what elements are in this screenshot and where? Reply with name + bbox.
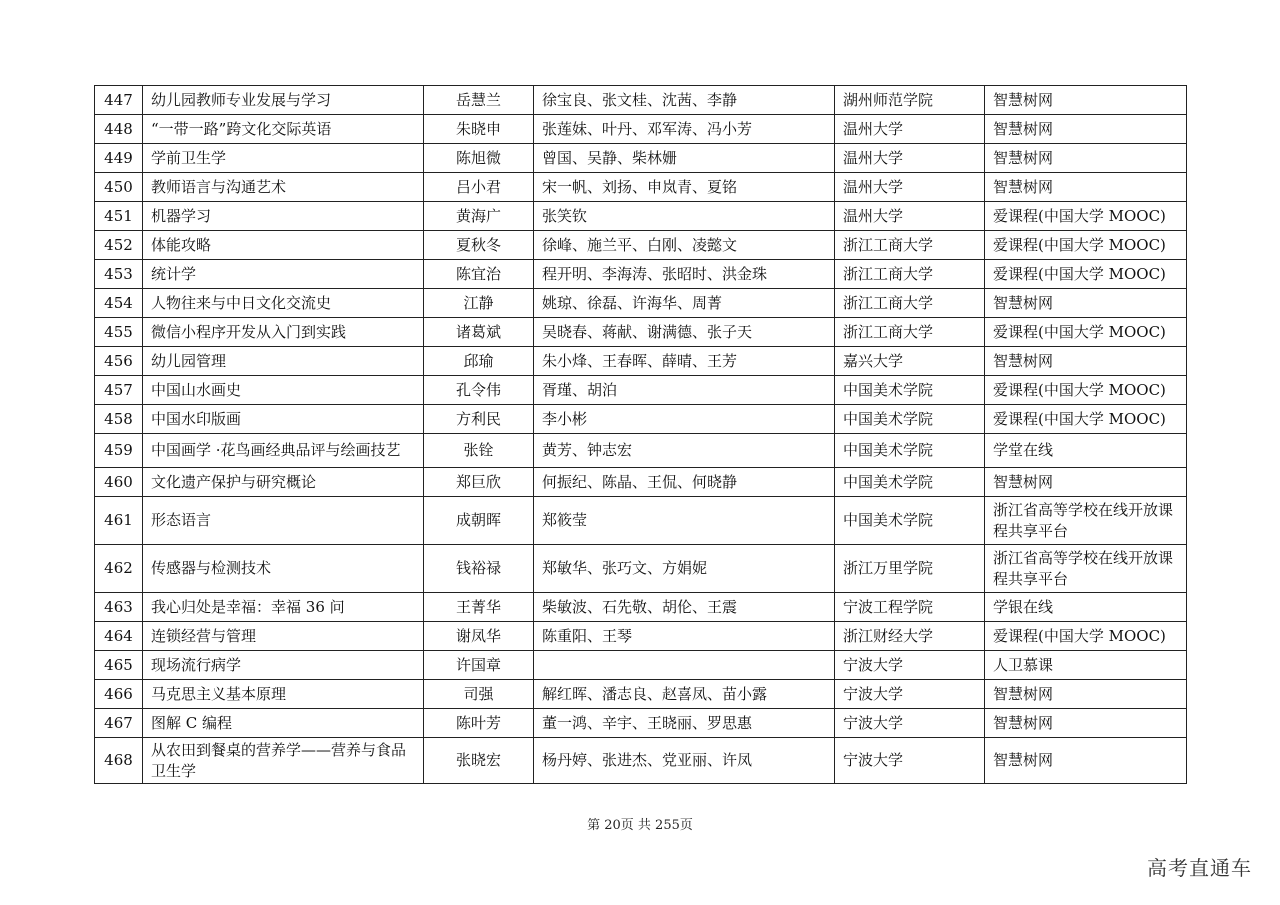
team-members: 董一鸿、辛宇、王晓丽、罗思惠: [534, 709, 835, 738]
course-name: “一带一路”跨文化交际英语: [143, 115, 424, 144]
table-row: [95, 86, 1187, 115]
school-name: 浙江工商大学: [835, 289, 985, 318]
platform-name: 学银在线: [985, 593, 1187, 622]
row-number: 467: [95, 709, 143, 738]
row-number: 459: [95, 434, 143, 468]
row-number: 464: [95, 622, 143, 651]
platform-name: 智慧树网: [985, 173, 1187, 202]
course-leader: 陈叶芳: [424, 709, 534, 738]
row-number: 457: [95, 376, 143, 405]
row-number: 462: [95, 545, 143, 593]
platform-name: 爱课程(中国大学 MOOC): [985, 260, 1187, 289]
row-number: 451: [95, 202, 143, 231]
table-row: [95, 497, 1187, 545]
table-row: [95, 434, 1187, 468]
table-row: [95, 115, 1187, 144]
table-row: [95, 622, 1187, 651]
row-number: 447: [95, 86, 143, 115]
platform-name: 爱课程(中国大学 MOOC): [985, 318, 1187, 347]
school-name: 湖州师范学院: [835, 86, 985, 115]
platform-name: 爱课程(中国大学 MOOC): [985, 202, 1187, 231]
table-row: [95, 651, 1187, 680]
page-number: 第 20页 共 255页: [587, 818, 693, 833]
course-name: 我心归处是幸福：幸福 36 问: [143, 593, 424, 622]
platform-name: 智慧树网: [985, 86, 1187, 115]
row-number: 460: [95, 468, 143, 497]
team-members: 解红晖、潘志良、赵喜凤、苗小露: [534, 680, 835, 709]
course-leader: 朱晓申: [424, 115, 534, 144]
platform-name: 浙江省高等学校在线开放课程共享平台: [985, 497, 1187, 545]
platform-name: 智慧树网: [985, 709, 1187, 738]
platform-name: 智慧树网: [985, 115, 1187, 144]
school-name: 宁波工程学院: [835, 593, 985, 622]
team-members: 曾国、吴静、柴林姗: [534, 144, 835, 173]
table-row: [95, 289, 1187, 318]
course-leader: 吕小君: [424, 173, 534, 202]
course-name: 机器学习: [143, 202, 424, 231]
team-members: 吴晓春、蒋献、谢满德、张子天: [534, 318, 835, 347]
table-row: [95, 231, 1187, 260]
course-name: 形态语言: [143, 497, 424, 545]
school-name: 温州大学: [835, 144, 985, 173]
team-members: 黄芳、钟志宏: [534, 434, 835, 468]
row-number: 454: [95, 289, 143, 318]
course-table: [94, 85, 1187, 784]
team-members: [534, 651, 835, 680]
team-members: 徐峰、施兰平、白刚、凌懿文: [534, 231, 835, 260]
course-leader: 夏秋冬: [424, 231, 534, 260]
course-leader: 郑巨欣: [424, 468, 534, 497]
table-row: [95, 144, 1187, 173]
course-name: 学前卫生学: [143, 144, 424, 173]
table-row: [95, 593, 1187, 622]
team-members: 胥瑾、胡泊: [534, 376, 835, 405]
school-name: 宁波大学: [835, 709, 985, 738]
course-leader: 成朝晖: [424, 497, 534, 545]
row-number: 463: [95, 593, 143, 622]
platform-name: 智慧树网: [985, 347, 1187, 376]
team-members: 徐宝良、张文桂、沈茜、李静: [534, 86, 835, 115]
table-row: [95, 468, 1187, 497]
course-leader: 邱瑜: [424, 347, 534, 376]
team-members: 宋一帆、刘扬、申岚青、夏铭: [534, 173, 835, 202]
team-members: 杨丹婷、张进杰、党亚丽、许凤: [534, 738, 835, 784]
table-row: [95, 545, 1187, 593]
course-name: 幼儿园管理: [143, 347, 424, 376]
table-row: [95, 318, 1187, 347]
course-name: 从农田到餐桌的营养学——营养与食品卫生学: [143, 738, 424, 784]
platform-name: 浙江省高等学校在线开放课程共享平台: [985, 545, 1187, 593]
course-leader: 张晓宏: [424, 738, 534, 784]
school-name: 浙江工商大学: [835, 231, 985, 260]
course-name: 体能攻略: [143, 231, 424, 260]
row-number: 448: [95, 115, 143, 144]
team-members: 姚琼、徐磊、许海华、周菁: [534, 289, 835, 318]
course-leader: 诸葛斌: [424, 318, 534, 347]
school-name: 中国美术学院: [835, 376, 985, 405]
team-members: 陈重阳、王琴: [534, 622, 835, 651]
table-row: [95, 376, 1187, 405]
course-name: 连锁经营与管理: [143, 622, 424, 651]
platform-name: 智慧树网: [985, 289, 1187, 318]
platform-name: 爱课程(中国大学 MOOC): [985, 405, 1187, 434]
school-name: 浙江万里学院: [835, 545, 985, 593]
school-name: 中国美术学院: [835, 497, 985, 545]
platform-name: 智慧树网: [985, 468, 1187, 497]
course-name: 中国画学 ·花鸟画经典品评与绘画技艺: [143, 434, 424, 468]
team-members: 朱小烽、王春晖、薛晴、王芳: [534, 347, 835, 376]
course-name: 人物往来与中日文化交流史: [143, 289, 424, 318]
team-members: 张笑钦: [534, 202, 835, 231]
school-name: 中国美术学院: [835, 434, 985, 468]
row-number: 468: [95, 738, 143, 784]
school-name: 宁波大学: [835, 738, 985, 784]
platform-name: 智慧树网: [985, 738, 1187, 784]
course-name: 中国水印版画: [143, 405, 424, 434]
platform-name: 智慧树网: [985, 680, 1187, 709]
school-name: 宁波大学: [835, 680, 985, 709]
course-name: 统计学: [143, 260, 424, 289]
course-leader: 孔令伟: [424, 376, 534, 405]
course-leader: 黄海广: [424, 202, 534, 231]
school-name: 浙江工商大学: [835, 318, 985, 347]
team-members: 郑敏华、张巧文、方娟妮: [534, 545, 835, 593]
course-name: 马克思主义基本原理: [143, 680, 424, 709]
row-number: 458: [95, 405, 143, 434]
course-leader: 江静: [424, 289, 534, 318]
course-leader: 陈旭微: [424, 144, 534, 173]
watermark-text: 高考直通车: [1147, 856, 1252, 880]
table-row: [95, 680, 1187, 709]
platform-name: 爱课程(中国大学 MOOC): [985, 376, 1187, 405]
platform-name: 智慧树网: [985, 144, 1187, 173]
row-number: 456: [95, 347, 143, 376]
platform-name: 学堂在线: [985, 434, 1187, 468]
school-name: 中国美术学院: [835, 468, 985, 497]
course-leader: 许国章: [424, 651, 534, 680]
course-name: 教师语言与沟通艺术: [143, 173, 424, 202]
course-name: 现场流行病学: [143, 651, 424, 680]
course-leader: 王菁华: [424, 593, 534, 622]
table-row: [95, 709, 1187, 738]
course-leader: 陈宜治: [424, 260, 534, 289]
course-leader: 方利民: [424, 405, 534, 434]
course-leader: 张铨: [424, 434, 534, 468]
school-name: 中国美术学院: [835, 405, 985, 434]
table-row: [95, 405, 1187, 434]
school-name: 浙江财经大学: [835, 622, 985, 651]
school-name: 宁波大学: [835, 651, 985, 680]
team-members: 柴敏波、石先敬、胡伦、王震: [534, 593, 835, 622]
row-number: 466: [95, 680, 143, 709]
row-number: 449: [95, 144, 143, 173]
team-members: 张莲妹、叶丹、邓军涛、冯小芳: [534, 115, 835, 144]
platform-name: 人卫慕课: [985, 651, 1187, 680]
team-members: 何振纪、陈晶、王侃、何晓静: [534, 468, 835, 497]
team-members: 程开明、李海涛、张昭时、洪金珠: [534, 260, 835, 289]
school-name: 嘉兴大学: [835, 347, 985, 376]
course-name: 文化遗产保护与研究概论: [143, 468, 424, 497]
course-table-body: [95, 86, 1187, 784]
school-name: 温州大学: [835, 202, 985, 231]
team-members: 李小彬: [534, 405, 835, 434]
school-name: 浙江工商大学: [835, 260, 985, 289]
course-name: 微信小程序开发从入门到实践: [143, 318, 424, 347]
school-name: 温州大学: [835, 115, 985, 144]
platform-name: 爱课程(中国大学 MOOC): [985, 622, 1187, 651]
course-name: 中国山水画史: [143, 376, 424, 405]
course-leader: 司强: [424, 680, 534, 709]
row-number: 453: [95, 260, 143, 289]
table-row: [95, 202, 1187, 231]
course-name: 图解 C 编程: [143, 709, 424, 738]
platform-name: 爱课程(中国大学 MOOC): [985, 231, 1187, 260]
school-name: 温州大学: [835, 173, 985, 202]
course-leader: 谢凤华: [424, 622, 534, 651]
table-row: [95, 260, 1187, 289]
row-number: 450: [95, 173, 143, 202]
row-number: 465: [95, 651, 143, 680]
course-name: 幼儿园教师专业发展与学习: [143, 86, 424, 115]
team-members: 郑筱莹: [534, 497, 835, 545]
row-number: 461: [95, 497, 143, 545]
row-number: 455: [95, 318, 143, 347]
table-row: [95, 347, 1187, 376]
course-leader: 岳慧兰: [424, 86, 534, 115]
course-leader: 钱裕禄: [424, 545, 534, 593]
row-number: 452: [95, 231, 143, 260]
table-row: [95, 173, 1187, 202]
course-name: 传感器与检测技术: [143, 545, 424, 593]
table-row: [95, 738, 1187, 784]
